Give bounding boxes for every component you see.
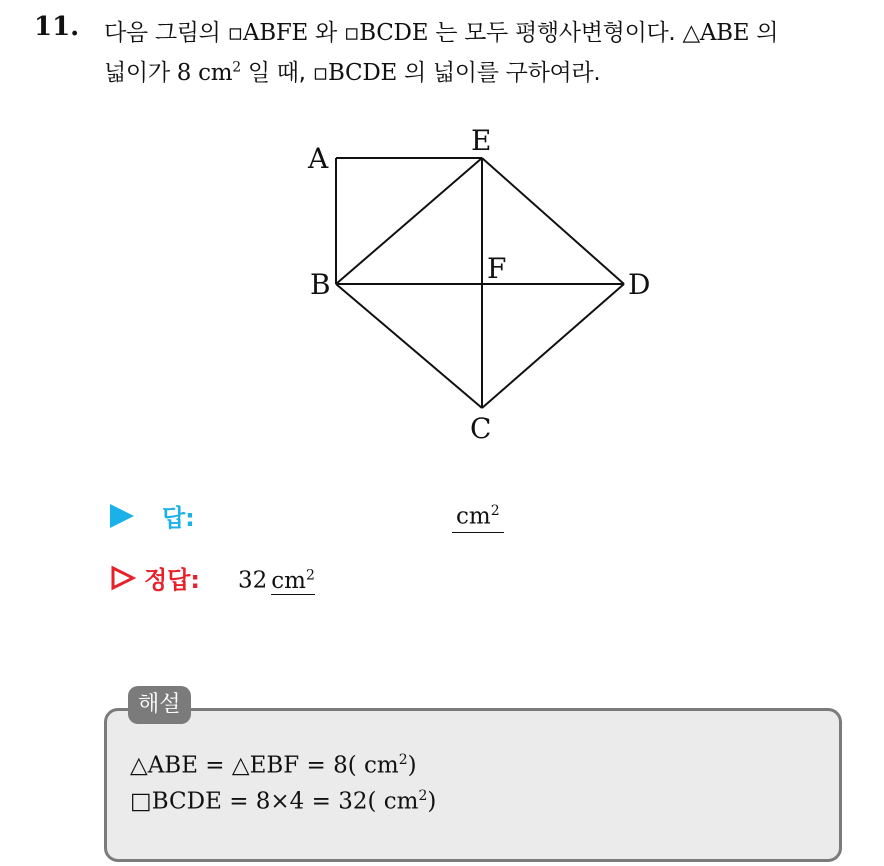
geometry-svg — [290, 128, 670, 448]
label-E: E — [471, 128, 492, 157]
correct-unit-sup: 2 — [305, 567, 315, 583]
exp1-sup: 2 — [398, 752, 408, 768]
answer-unit: cm — [456, 503, 491, 530]
correct-unit-wrap — [271, 568, 315, 595]
question-text-line1 — [104, 14, 778, 47]
label-B: B — [310, 268, 331, 301]
edge-BE — [336, 158, 482, 284]
answer-marker-icon — [110, 504, 134, 528]
q2-part-b: 8 cm — [176, 60, 233, 86]
correct-number: 32 — [238, 567, 268, 594]
answer-blank[interactable] — [452, 496, 504, 533]
explanation-line1 — [130, 752, 417, 779]
answer-row — [110, 498, 195, 533]
edge-BC — [336, 284, 482, 408]
q1-part-f: △ABE — [682, 20, 750, 46]
q1-part-e: 는 모두 평행사변형이다. — [428, 20, 683, 46]
label-F: F — [487, 252, 507, 285]
exp2-end: ) — [427, 788, 437, 815]
label-C: C — [470, 412, 492, 445]
q2-part-e: 의 넓이를 구하여라. — [396, 60, 601, 86]
answer-label: 답: — [162, 504, 195, 532]
geometry-figure — [290, 128, 670, 448]
explanation-line2 — [130, 788, 436, 815]
q2-sup: 2 — [232, 59, 241, 76]
exp1-end: ) — [407, 752, 417, 779]
correct-unit: cm — [271, 567, 306, 594]
q1-part-c: 와 — [307, 20, 344, 46]
edge-CD — [482, 284, 624, 408]
exp2-sup: 2 — [418, 788, 428, 804]
q2-part-d: ▫BCDE — [312, 60, 397, 86]
q1-part-g: 의 — [749, 20, 779, 46]
q1-part-a: 다음 그림의 — [104, 20, 228, 46]
exp2-text: □BCDE = 8×4 = 32( cm — [130, 788, 419, 815]
question-number: 11. — [34, 12, 80, 42]
explanation-box — [104, 708, 842, 862]
correct-answer-row — [110, 560, 200, 595]
label-A: A — [308, 142, 329, 175]
question-text-line2 — [104, 54, 600, 87]
q1-part-d: ▫BCDE — [343, 20, 429, 46]
correct-marker-icon — [110, 565, 136, 591]
q2-part-a: 넓이가 — [104, 60, 177, 86]
exp1-text: △ABE = △EBF = 8( cm — [130, 752, 399, 779]
correct-value — [238, 560, 315, 596]
answer-unit-sup: 2 — [490, 503, 500, 519]
q1-part-b: ▫ABFE — [227, 20, 308, 46]
correct-label: 정답: — [144, 566, 200, 594]
q2-part-c: 일 때, — [240, 60, 313, 86]
label-D: D — [628, 268, 651, 301]
explanation-tag: 해설 — [128, 686, 191, 724]
